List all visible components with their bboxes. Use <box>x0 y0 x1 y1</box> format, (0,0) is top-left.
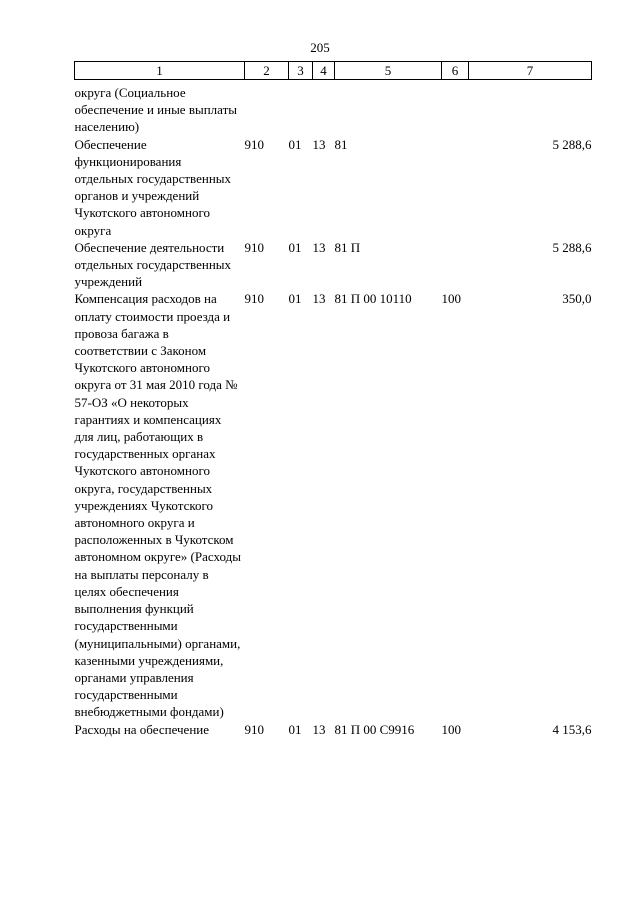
row-subsection: 13 <box>312 721 326 737</box>
row-gov-code: 910 <box>244 239 264 255</box>
table-row <box>75 290 592 720</box>
row-item <box>335 80 442 136</box>
row-section: 01 <box>288 291 302 307</box>
header-col-3: 3 <box>289 62 313 80</box>
row-item: 81 П <box>334 239 361 255</box>
row-name: Обеспечение деятельности отдельных государственных учреждений <box>74 239 232 290</box>
row-subsection <box>313 80 335 136</box>
row-name: Компенсация расходов на оплату стоимости проезда и провоза багажа в соответствии с Законом Чукотского автономного округа от 31 мая 2010 года № 57-ОЗ «О некоторых гарантиях и компенсациях для лиц, работающих в государственных органах Чукотского автономного округа, государственных учреждениях Чукотского автономного округа и расположенных в Чукотском автономном округе» (Расходы на выплаты персоналу в целях обеспечения выполнения функций государственными (муниципальными) органами, казенными учреждениями, органами управления государственными внебюджетными фондами) <box>74 291 241 720</box>
row-item: 81 <box>334 136 348 152</box>
row-name: Расходы на обеспечение <box>74 721 210 737</box>
row-amount <box>469 80 592 136</box>
row-gov-code: 910 <box>244 721 264 737</box>
row-type: 100 <box>441 721 461 737</box>
row-amount: 5 288,6 <box>552 239 592 255</box>
header-col-4: 4 <box>313 62 335 80</box>
row-type <box>442 239 469 291</box>
header-col-1: 1 <box>75 62 245 80</box>
table-header <box>75 62 592 80</box>
row-item: 81 П 00 10110 <box>334 291 412 307</box>
row-section: 01 <box>288 721 302 737</box>
row-amount: 5 288,6 <box>552 136 592 152</box>
page-number: 205 <box>310 40 330 55</box>
header-col-2: 2 <box>245 62 289 80</box>
header-col-6: 6 <box>442 62 469 80</box>
table-row <box>75 136 592 239</box>
row-gov-code <box>245 80 289 136</box>
row-type: 100 <box>441 291 461 307</box>
row-amount: 350,0 <box>562 291 592 307</box>
table-row <box>75 721 592 738</box>
row-subsection: 13 <box>312 291 326 307</box>
header-col-5: 5 <box>335 62 442 80</box>
header-col-7: 7 <box>469 62 592 80</box>
row-section <box>289 80 313 136</box>
row-amount: 4 153,6 <box>552 721 592 737</box>
table-body <box>75 80 592 738</box>
row-section: 01 <box>288 239 302 255</box>
table-row <box>75 80 592 136</box>
header-row <box>75 62 592 80</box>
budget-table <box>74 61 592 738</box>
row-name: Обеспечение функционирования отдельных государственных органов и учреждений Чукотского автономного округа <box>74 136 232 238</box>
table-row <box>75 239 592 291</box>
row-type <box>442 136 469 239</box>
row-type <box>442 80 469 136</box>
row-subsection: 13 <box>312 239 326 255</box>
row-item: 81 П 00 С9916 <box>334 721 415 737</box>
row-name: округа (Социальное обеспечение и иные выплаты населению) <box>74 85 237 135</box>
row-subsection: 13 <box>312 136 326 152</box>
row-gov-code: 910 <box>244 136 264 152</box>
row-gov-code: 910 <box>244 291 264 307</box>
row-section: 01 <box>288 136 302 152</box>
